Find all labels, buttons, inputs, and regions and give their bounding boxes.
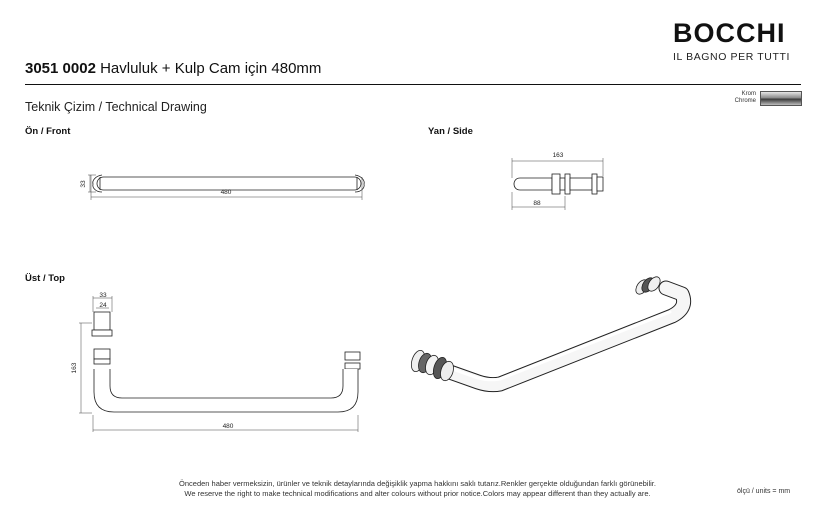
units-note: ölçü / units = mm <box>737 488 791 495</box>
front-view-label: Ön / Front <box>25 126 71 137</box>
side-partial-dim: 88 <box>533 200 541 207</box>
side-view-drawing <box>514 174 603 194</box>
front-height-dim: 33 <box>80 180 87 188</box>
product-code: 3051 0002 <box>25 60 96 77</box>
disclaimer-tr: Önceden haber vermeksizin, ürünler ve teknik detaylarında değişiklik yapma hakkını saklı tutarız.Renkler gerçekte olduğundan farklı görünebilir. <box>179 479 656 488</box>
product-perspective-illustration <box>409 275 684 385</box>
top-outer-dim: 33 <box>99 292 107 299</box>
side-view-label: Yan / Side <box>428 126 473 137</box>
top-length-dim: 480 <box>222 423 234 430</box>
brand-logo: BOCCHI <box>673 18 786 48</box>
top-view-label: Üst / Top <box>25 273 65 284</box>
top-depth-dim: 163 <box>71 362 78 374</box>
product-name: Havluluk + Kulp Cam için 480mm <box>100 60 322 77</box>
drawing-subtitle: Teknik Çizim / Technical Drawing <box>25 100 207 114</box>
top-view-drawing <box>92 312 360 412</box>
disclaimer <box>60 479 775 499</box>
finish-label-en: Chrome <box>734 97 756 104</box>
side-total-dim: 163 <box>552 152 564 159</box>
top-inner-dim: 24 <box>99 302 107 309</box>
front-length-dim: 480 <box>220 189 232 196</box>
disclaimer-en: We reserve the right to make technical modifications and alter colours without prior notice.Colors may appear different than they actually are. <box>184 489 651 498</box>
brand-tagline: IL BAGNO PER TUTTI <box>673 51 790 63</box>
finish-label-tr: Krom <box>741 91 756 97</box>
